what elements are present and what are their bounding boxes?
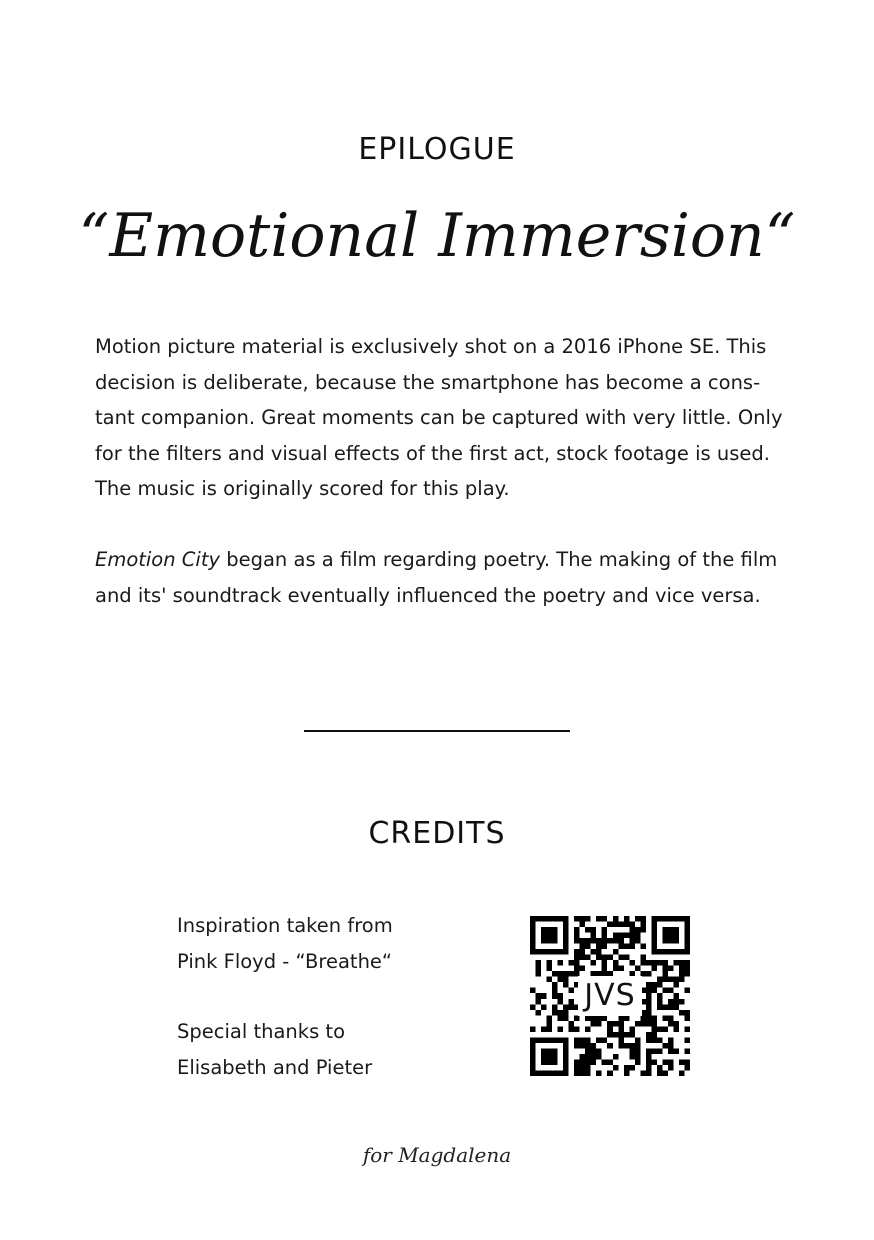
credits-line: Inspiration taken from bbox=[177, 914, 393, 937]
work-title: Emotion City bbox=[95, 548, 221, 571]
production-paragraph bbox=[95, 329, 785, 507]
credits-heading: CREDITS bbox=[368, 816, 506, 851]
paragraph-line: decision is deliberate, because the smartphone has become a cons- bbox=[95, 370, 761, 394]
credits-line: Elisabeth and Pieter bbox=[177, 1055, 373, 1079]
paragraph-line: for the filters and visual effects of the first act, stock footage is used. bbox=[95, 441, 770, 465]
epilogue-heading: EPILOGUE bbox=[358, 132, 516, 167]
paragraph-line: and its' soundtrack eventually influenced the poetry and vice versa. bbox=[95, 583, 761, 607]
page-title: “Emotional Immersion“ bbox=[78, 201, 796, 271]
paragraph-line: The music is originally scored for this play. bbox=[95, 477, 510, 500]
origin-paragraph bbox=[95, 542, 785, 613]
paragraph-line bbox=[95, 542, 785, 578]
section-divider bbox=[304, 730, 570, 732]
credits-line: Special thanks to bbox=[177, 1020, 345, 1043]
paragraph-line: Motion picture material is exclusively shot on a 2016 iPhone SE. This bbox=[95, 335, 767, 358]
dedication: for Magdalena bbox=[362, 1143, 512, 1167]
credits-inspiration bbox=[177, 908, 477, 979]
paragraph-line: tant companion. Great moments can be captured with very little. Only bbox=[95, 406, 783, 429]
qr-code-label: JVS bbox=[578, 976, 642, 1016]
paragraph-line-rest: began as a film regarding poetry. The making of the film bbox=[220, 548, 778, 571]
credits-thanks bbox=[177, 1014, 477, 1085]
credits-line: Pink Floyd - “Breathe“ bbox=[177, 949, 393, 973]
